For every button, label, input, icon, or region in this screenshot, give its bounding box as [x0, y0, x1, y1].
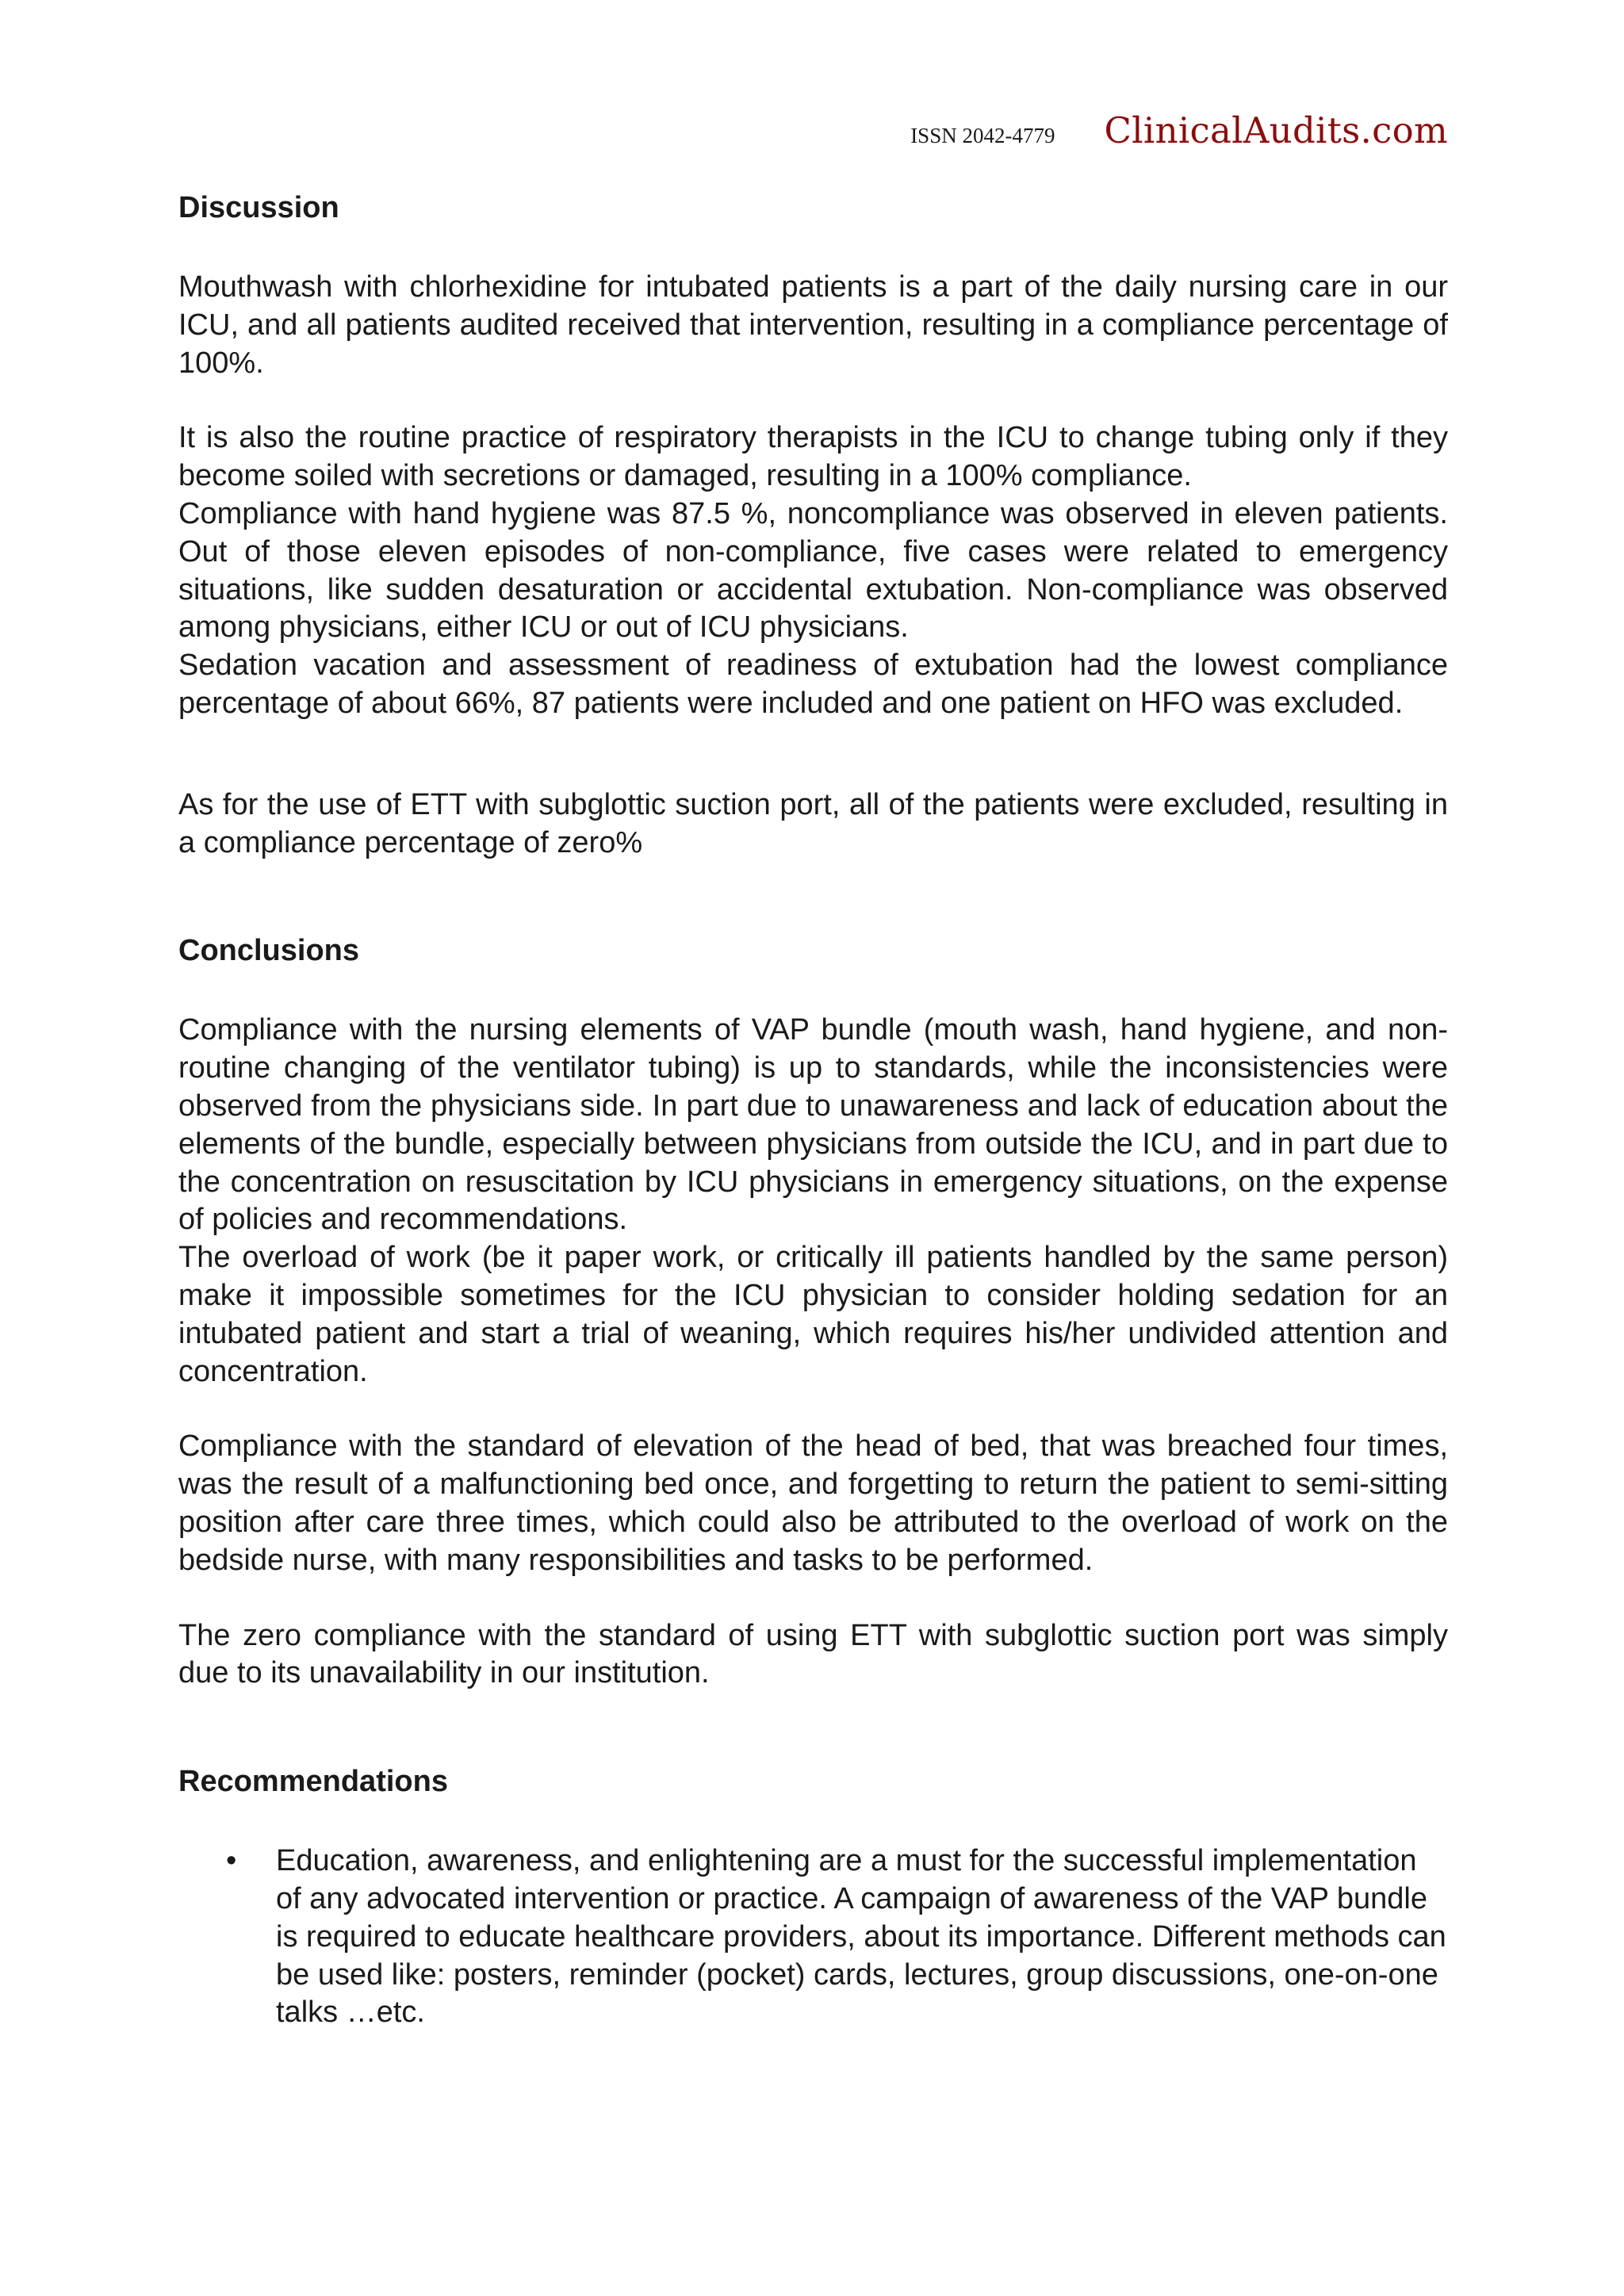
discussion-section	[178, 184, 1448, 862]
discussion-paragraph-5: As for the use of ETT with subglottic suction port, all of the patients were excluded, resulting in a compliance percentage of zero%	[178, 787, 1448, 859]
recommendations-section	[178, 1758, 1448, 2032]
page-header	[910, 109, 1448, 151]
conclusions-heading: Conclusions	[178, 934, 360, 968]
discussion-paragraph-3: Compliance with hand hygiene was 87.5 %, noncompliance was observed in eleven patients. Out of those eleven episodes of non-compliance, five cases were related to emergency situations, like sudden desaturation or accidental extubation. Non-compliance was observed among physicians, either ICU or out of ICU physicians.	[178, 496, 1448, 645]
discussion-paragraph-1: Mouthwash with chlorhexidine for intubated patients is a part of the daily nursing care in our ICU, and all patients audited received that intervention, resulting in a compliance percentage of 100%.	[178, 270, 1448, 380]
discussion-paragraph-4: Sedation vacation and assessment of readiness of extubation had the lowest compliance percentage of about 66%, 87 patients were included and one patient on HFO was excluded.	[178, 649, 1448, 720]
conclusions-paragraph-3: Compliance with the standard of elevation of the head of bed, that was breached four times, was the result of a malfunctioning bed once, and forgetting to return the patient to semi-sitting position after care three times, which could also be attributed to the overload of work on the bedside nurse, with many responsibilities and tasks to be performed.	[178, 1429, 1448, 1577]
conclusions-section	[178, 927, 1448, 1693]
conclusions-paragraph-1: Compliance with the nursing elements of VAP bundle (mouth wash, hand hygiene, and non-routine changing of the ventilator tubing) is up to standards, while the inconsistencies were observed from the physicians side. In part due to unawareness and lack of education about the elements of the bundle, especially between physicians from outside the ICU, and in part due to the concentration on resuscitation by ICU physicians in emergency situations, on the expense of policies and recommendations.	[178, 1013, 1448, 1237]
issn-number: ISSN 2042-4779	[910, 124, 1055, 147]
brand-logo-text: ClinicalAudits.com	[1104, 109, 1448, 151]
article-body	[178, 184, 1448, 2032]
recommendations-heading: Recommendations	[178, 1765, 448, 1799]
conclusions-paragraph-2: The overload of work (be it paper work, or critically ill patients handled by the same person) make it impossible sometimes for the ICU physician to consider holding sedation for an intubated patient and start a trial of weaning, which requires his/her undivided attention and concentration.	[178, 1241, 1448, 1388]
discussion-heading: Discussion	[178, 191, 339, 224]
recommendations-list	[178, 1843, 1448, 2032]
list-item	[178, 1843, 1448, 2032]
recommendation-text: Education, awareness, and enlightening are a must for the successful implementation of any advocated intervention or practice. A campaign of awareness of the VAP bundle is required to educate healthcare providers, about its importance. Different methods can be used like: posters, reminder (pocket) cards, lectures, group discussions, one-on-one talks …etc.	[276, 1844, 1446, 2030]
discussion-paragraph-2: It is also the routine practice of respiratory therapists in the ICU to change tubing only if they become soiled with secretions or damaged, resulting in a 100% compliance.	[178, 421, 1448, 493]
conclusions-paragraph-4: The zero compliance with the standard of using ETT with subglottic suction port was simply due to its unavailability in our institution.	[178, 1618, 1448, 1690]
bullet-icon: •	[226, 1844, 237, 1878]
